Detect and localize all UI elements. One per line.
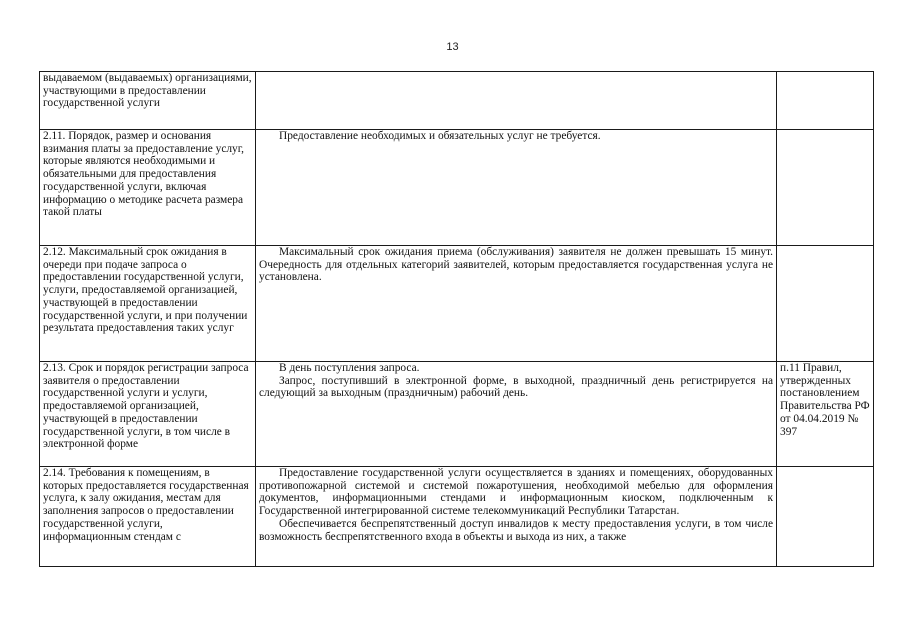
content-cell — [256, 362, 777, 467]
requirement-cell: 2.11. Порядок, размер и основания взимания платы за предоставление услуг, которые являются необходимыми и обязательными для предоставления государственной услуги, включая информацию о методике расчета размера такой платы — [40, 130, 256, 246]
table-row — [40, 362, 874, 467]
legal-basis-cell: п.11 Правил, утвержденных постановлением Правительства РФ от 04.04.2019 № 397 — [777, 362, 874, 467]
content-cell — [256, 467, 777, 567]
requirement-cell: 2.14. Требования к помещениям, в которых предоставляется государственная услуга, к залу ожидания, местам для заполнения запросов о предоставлении государственной услуги, информационным стендам с — [40, 467, 256, 567]
table-row — [40, 467, 874, 567]
table-row — [40, 246, 874, 362]
table-row — [40, 130, 874, 246]
content-paragraph: Предоставление необходимых и обязательных услуг не требуется. — [279, 130, 601, 142]
table-row — [40, 72, 874, 130]
content-paragraph: Предоставление государственной услуги осуществляется в зданиях и помещениях, оборудованных противопожарной системой и системой пожаротушения, необходимой мебелью для оформления документов, информационными стендами и информационным киоском, подключенным к Государственной интегрированной системе телекоммуникаций Республики Татарстан. — [259, 467, 773, 518]
regulation-table — [39, 71, 874, 567]
requirement-cell: 2.12. Максимальный срок ожидания в очереди при подаче запроса о предоставлении государственной услуги, услуги, предоставляемой организацией, участвующей в предоставлении государственной услуги, и при получении результата предоставления таких услуг — [40, 246, 256, 362]
legal-basis-cell — [777, 467, 874, 567]
content-paragraph: Максимальный срок ожидания приема (обслуживания) заявителя не должен превышать 15 минут. Очередность для отдельных категорий заявителей, которым предоставляется государственная услуга не установлена. — [259, 246, 773, 284]
legal-basis-cell — [777, 72, 874, 130]
content-paragraph: В день поступления запроса. — [279, 362, 420, 374]
content-cell — [256, 130, 777, 246]
page-number: 13 — [446, 41, 459, 53]
requirement-cell: выдаваемом (выдаваемых) организациями, участвующими в предоставлении государственной услуги — [40, 72, 256, 130]
requirement-cell: 2.13. Срок и порядок регистрации запроса заявителя о предоставлении государственной услуги и услуги, предоставляемой организацией, участвующей в предоставлении государственной услуги, в том числе в электронной форме — [40, 362, 256, 467]
content-paragraph: Запрос, поступивший в электронной форме, в выходной, праздничный день регистрируется на следующий за выходным (праздничным) рабочий день. — [259, 374, 773, 400]
content-cell — [256, 246, 777, 362]
content-cell — [256, 72, 777, 130]
legal-basis-cell — [777, 130, 874, 246]
legal-basis-cell — [777, 246, 874, 362]
content-paragraph: Обеспечивается беспрепятственный доступ инвалидов к месту предоставления услуги, в том числе возможность беспрепятственного входа в объекты и выхода из них, а также — [259, 517, 773, 543]
